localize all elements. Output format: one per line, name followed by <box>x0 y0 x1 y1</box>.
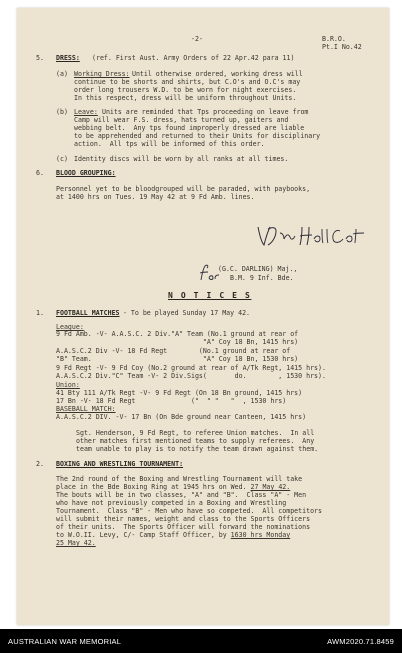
union-fixture: 41 Bty 111 A/Tk Regt -V- 9 Fd Regt (On 18 Bn ground, 1415 hrs) <box>56 389 303 397</box>
league-fixture: "A" Coy 18 Bn, 1415 hrs) <box>56 338 299 346</box>
notice-2-line: The bouts will be in two classes, "A" and "B". Class "A" - Men <box>56 491 307 499</box>
for-handwriting <box>198 264 220 282</box>
item-b-title: Leave: <box>74 108 98 116</box>
item-c-line: Identity discs will be worn by all ranks at all times. <box>74 155 289 163</box>
archive-footer <box>0 629 402 653</box>
notice-1-subtitle: - To be played Sunday 17 May 42. <box>119 309 251 317</box>
notice-2-line: who have not previously competed in a Boxing and Wrestling <box>56 499 287 507</box>
item-a-line: In this respect, dress will be uniform throughout Units. <box>74 94 297 102</box>
union-fixture: 17 Bn -V- 18 Fd Regt (" " " " , 1530 hrs) <box>56 397 287 405</box>
league-fixture: 9 Fd Amb. -V- A.A.S.C. 2 Div."A" Team (No.1 ground at rear of <box>56 330 299 338</box>
tournament-date: 27 May 42. <box>250 483 291 491</box>
item-b-line: Camp will wear F.S. dress, hats turned up, gaiters and <box>74 116 289 124</box>
item-b-line: webbing belt. Any tps found improperly dressed are liable <box>74 124 305 132</box>
page-number: -2- <box>191 35 203 43</box>
section-5-title: DRESS: <box>56 54 80 62</box>
league-fixture: 9 Fd Regt -V- 9 Fd Coy (No.2 ground at rear of A/Tk Regt, 1415 hrs). <box>56 364 326 372</box>
notice-2-line: place in the Bde Boxing Ring at 1945 hrs on Wed. 27 May 42. <box>56 483 291 491</box>
archive-reference: AWM2020.71.8459 <box>327 637 394 646</box>
nomination-date: 25 May 42. <box>56 539 96 547</box>
section-6-line: Personnel yet to be bloodgrouped will be paraded, with paybooks, <box>56 185 311 193</box>
notice-2-line: Tournament. Class "B" - Men who have so competed. All competitors <box>56 507 322 515</box>
notice-2-number: 2. <box>36 460 44 468</box>
item-b-line: action. All tps will be informed of this order. <box>74 140 265 148</box>
section-5-reference: (ref. First Aust. Army Orders of 22 Apr.42 para 11) <box>92 54 295 62</box>
item-a-line: continue to be shorts and shirts, but C.O's and O.C's may <box>74 78 301 86</box>
signatory-name: (G.C. DARLING) Maj., <box>218 265 298 273</box>
section-6-number: 6. <box>36 169 44 177</box>
item-c-label: (c) <box>56 155 68 163</box>
reference-part: Pt.I No.42 <box>322 43 362 51</box>
notice-2-line: will submit their names, weight and class to the Sports Officers <box>56 515 311 523</box>
baseball-label: BASEBALL MATCH: <box>56 405 116 413</box>
item-a-title: Working Dress: <box>74 70 130 78</box>
item-b-line: to be apprehended and returned to their Units for disciplinary <box>74 132 321 140</box>
league-fixture: A.A.S.C.2 Div."C" Team -V- 2 Div.Sigs( do. , 1530 hrs). <box>56 372 326 380</box>
item-a-line: Until otherwise ordered, working dress will <box>128 70 303 78</box>
section-5-number: 5. <box>36 54 44 62</box>
section-6-line: at 1400 hrs on Tues. 19 May 42 at 9 Fd Amb. lines. <box>56 193 255 201</box>
item-a-label: (a) <box>56 70 68 78</box>
league-fixture: A.A.S.C.2 Div -V- 18 Fd Regt (No.1 ground at rear of <box>56 347 291 355</box>
nomination-deadline: 1630 hrs Monday <box>230 531 291 539</box>
league-fixture: "B" Team. "A" Coy 18 Bn, 1530 hrs) <box>56 355 299 363</box>
referee-note: other matches first mentioned teams to supply referees. Any <box>76 437 315 445</box>
referee-note: Sgt. Henderson, 9 Fd Regt, to referee Union matches. In all <box>76 429 315 437</box>
notice-2-line: The 2nd round of the Boxing and Wrestling Tournament will take <box>56 475 303 483</box>
notices-heading: N O T I C E S <box>168 291 252 300</box>
notice-2-line: of their units. The Sports Officer will forward the nominations <box>56 523 311 531</box>
union-label: Union: <box>56 381 80 389</box>
handwritten-signature <box>254 223 369 249</box>
notice-1-number: 1. <box>36 309 44 317</box>
notice-2-title: BOXING AND WRESTLING TOURNAMENT: <box>56 460 184 468</box>
notice-2-line: to W.O.II. Levy, C/- Camp Staff Officer, by 1630 hrs Monday <box>56 531 291 539</box>
signatory-title: B.M. 9 Inf. Bde. <box>230 274 294 282</box>
item-b-line: Units are reminded that Tps proceeding on leave from <box>98 108 309 116</box>
item-b-label: (b) <box>56 108 68 116</box>
referee-note: team unable to play is to notify the team drawn against them. <box>76 445 319 453</box>
reference-bro: B.R.O. <box>322 35 346 43</box>
league-label: League: <box>56 323 84 331</box>
archive-name: AUSTRALIAN WAR MEMORIAL <box>8 637 122 646</box>
section-6-title: BLOOD GROUPING: <box>56 169 116 177</box>
baseball-fixture: A.A.S.C.2 DIV. -V- 17 Bn (On Bde ground near Canteen, 1415 hrs) <box>56 413 307 421</box>
notice-1-title: FOOTBALL MATCHES <box>56 309 120 317</box>
item-a-line: order long trousers W.D. to be worn for night exercises. <box>74 86 297 94</box>
